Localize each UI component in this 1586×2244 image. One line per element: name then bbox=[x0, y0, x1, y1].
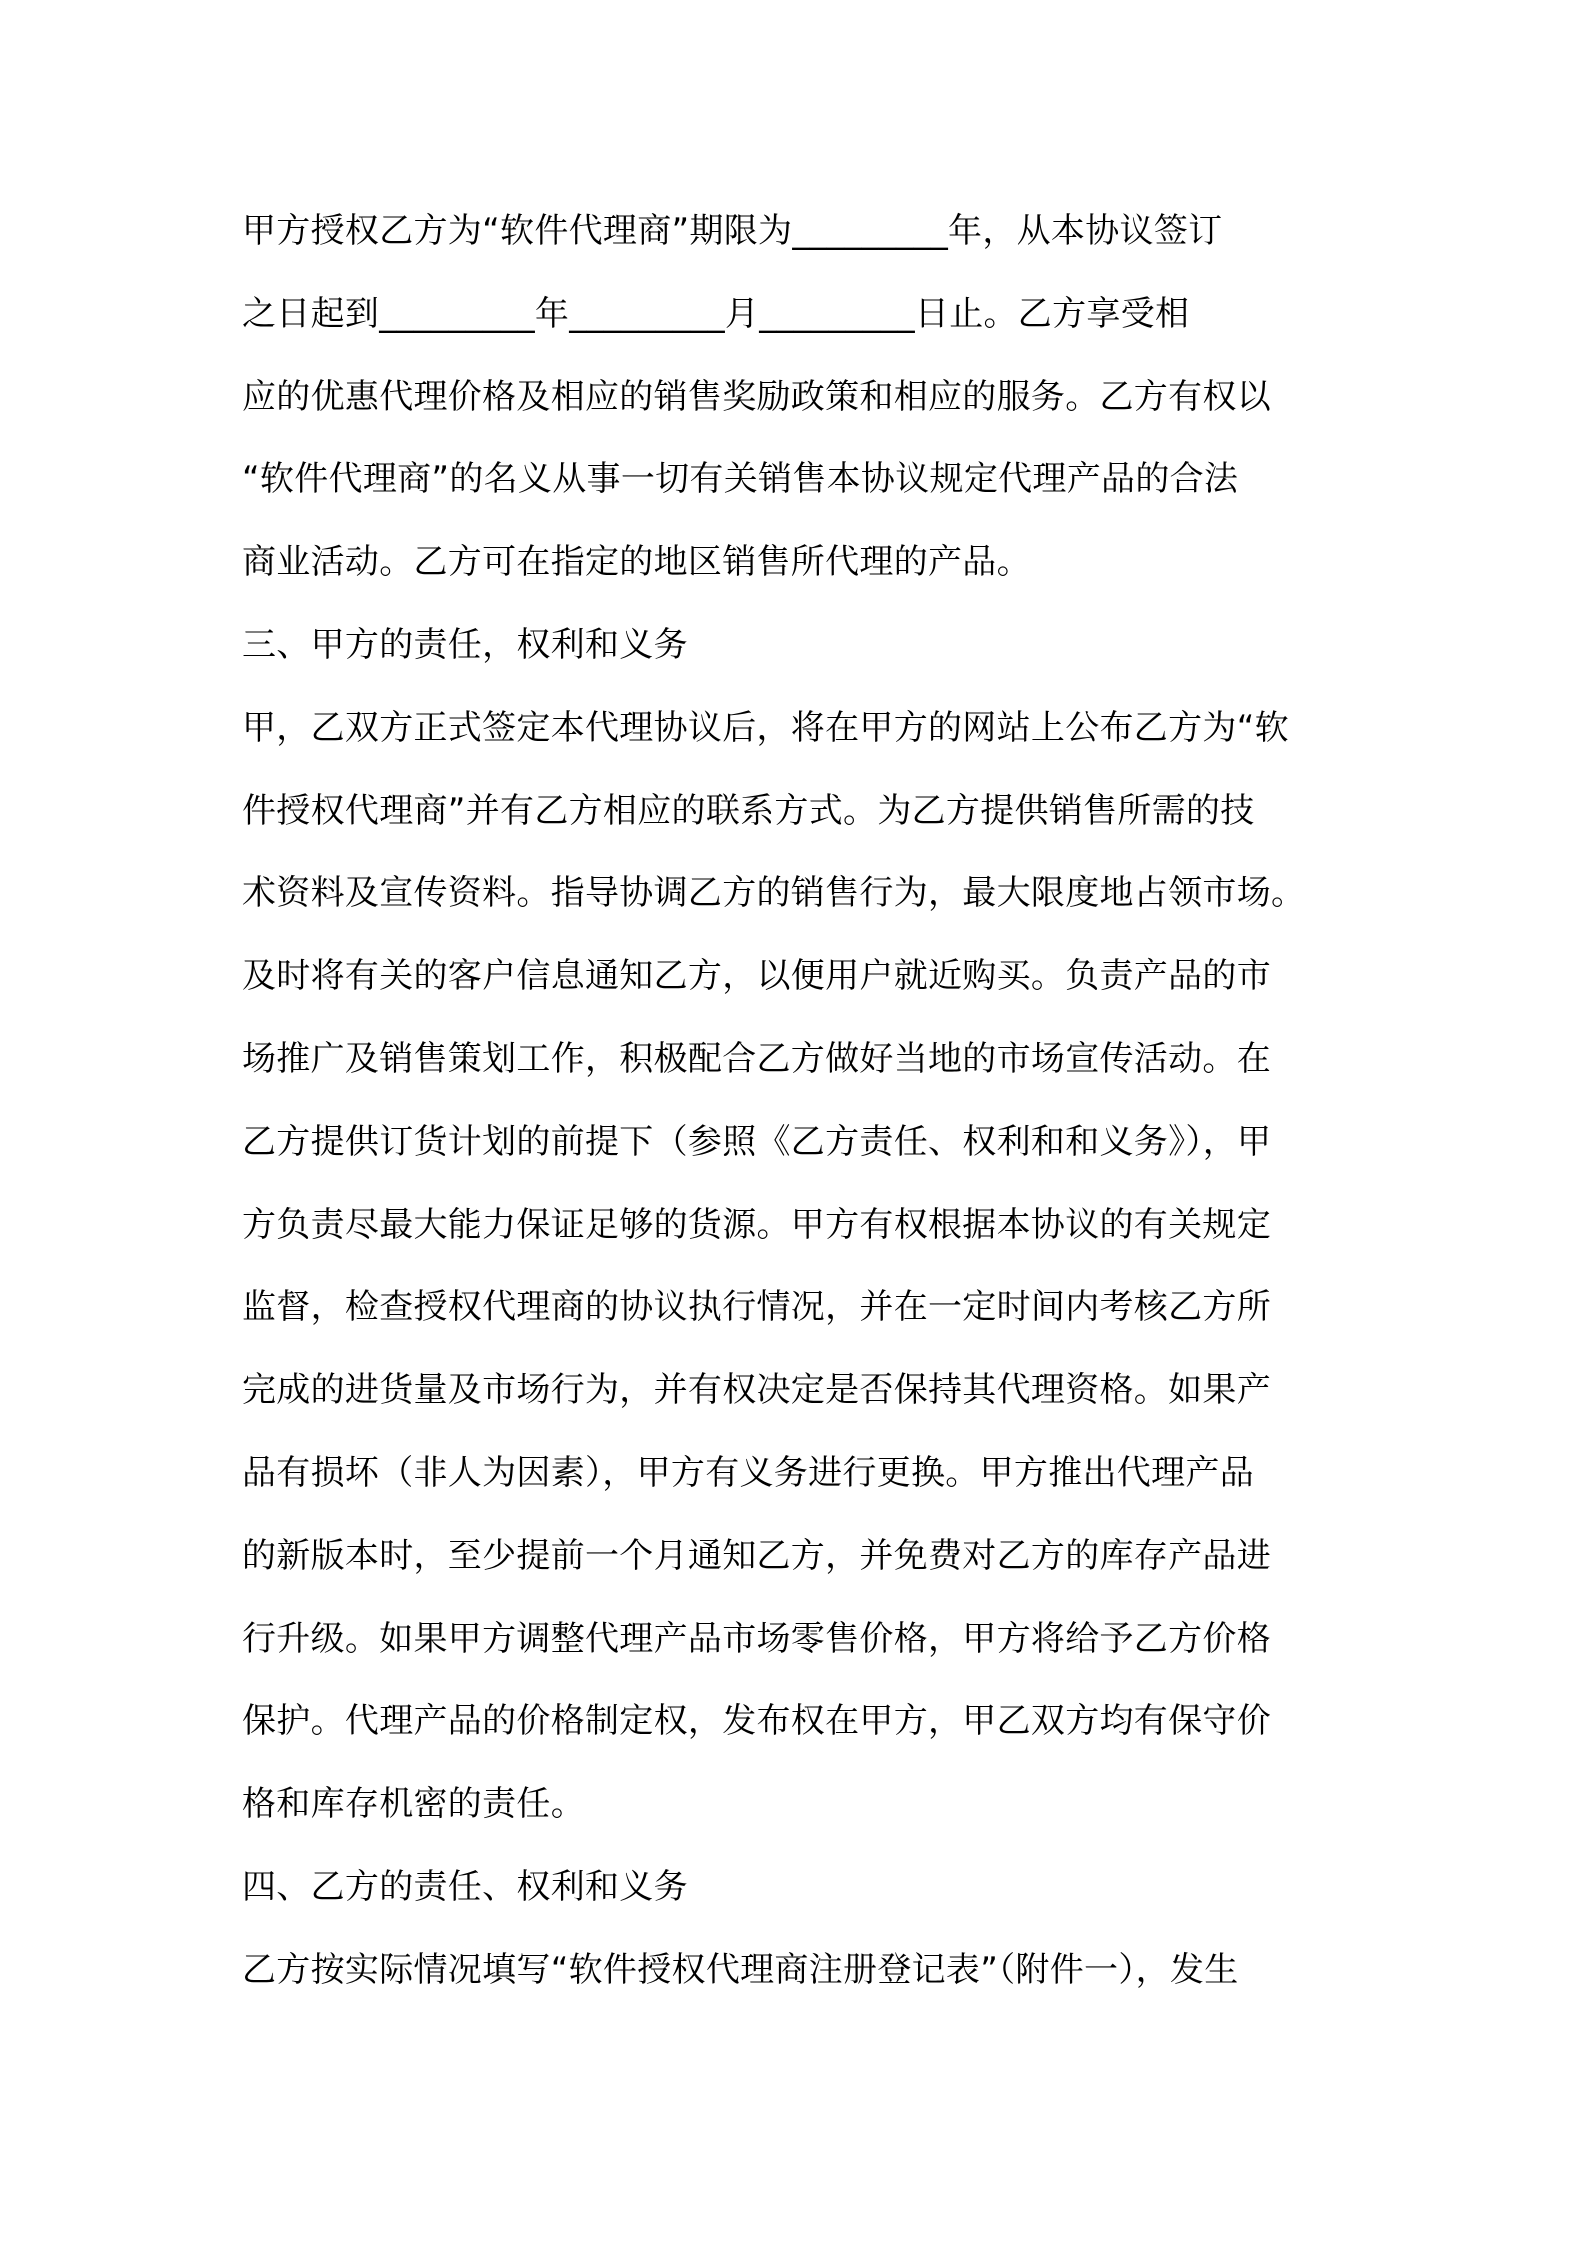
text-line: 行升级。如果甲方调整代理产品市场零售价格，甲方将给予乙方价格 bbox=[242, 1618, 1271, 1659]
text-line: 格和库存机密的责任。 bbox=[242, 1784, 585, 1825]
text-line: 应的优惠代理价格及相应的销售奖励政策和相应的服务。乙方有权以 bbox=[242, 376, 1271, 417]
text-line: 品有损坏（非人为因素），甲方有义务进行更换。甲方推出代理产品 bbox=[242, 1452, 1254, 1493]
text-line: 之日起到_________年_________月_________日止。乙方享受相 bbox=[242, 293, 1190, 334]
text-line: 乙方提供订货计划的前提下（参照《乙方责任、权利和和义务》），甲 bbox=[242, 1121, 1272, 1162]
text-line: 场推广及销售策划工作，积极配合乙方做好当地的市场宣传活动。在 bbox=[242, 1038, 1271, 1079]
text-line: 的新版本时，至少提前一个月通知乙方，并免费对乙方的库存产品进 bbox=[242, 1535, 1271, 1576]
text-line: 件授权代理商”并有乙方相应的联系方式。为乙方提供销售所需的技 bbox=[242, 790, 1255, 831]
text-line: 监督，检查授权代理商的协议执行情况，并在一定时间内考核乙方所 bbox=[242, 1287, 1271, 1328]
section-heading: 四、乙方的责任、权利和义务 bbox=[242, 1866, 688, 1907]
text-line: 及时将有关的客户信息通知乙方，以便用户就近购买。负责产品的市 bbox=[242, 956, 1271, 997]
text-line: 保护。代理产品的价格制定权，发布权在甲方，甲乙双方均有保守价 bbox=[242, 1701, 1271, 1742]
text-line: 甲方授权乙方为“软件代理商”期限为_________年，从本协议签订 bbox=[242, 211, 1223, 251]
text-line: “软件代理商”的名义从事一切有关销售本协议规定代理产品的合法 bbox=[242, 459, 1239, 500]
contract-text bbox=[242, 190, 1352, 2012]
text-line: 方负责尽最大能力保证足够的货源。甲方有权根据本协议的有关规定 bbox=[242, 1204, 1271, 1245]
text-line: 甲，乙双方正式签定本代理协议后，将在甲方的网站上公布乙方为“软 bbox=[242, 707, 1289, 748]
text-line: 完成的进货量及市场行为，并有权决定是否保持其代理资格。如果产 bbox=[242, 1370, 1271, 1411]
text-line: 商业活动。乙方可在指定的地区销售所代理的产品。 bbox=[242, 542, 1031, 583]
text-line: 术资料及宣传资料。指导协调乙方的销售行为，最大限度地占领市场。 bbox=[242, 873, 1306, 914]
section-heading: 三、甲方的责任，权利和义务 bbox=[242, 624, 688, 665]
text-line: 乙方按实际情况填写“软件授权代理商注册登记表”（附件一），发生 bbox=[242, 1949, 1239, 1990]
